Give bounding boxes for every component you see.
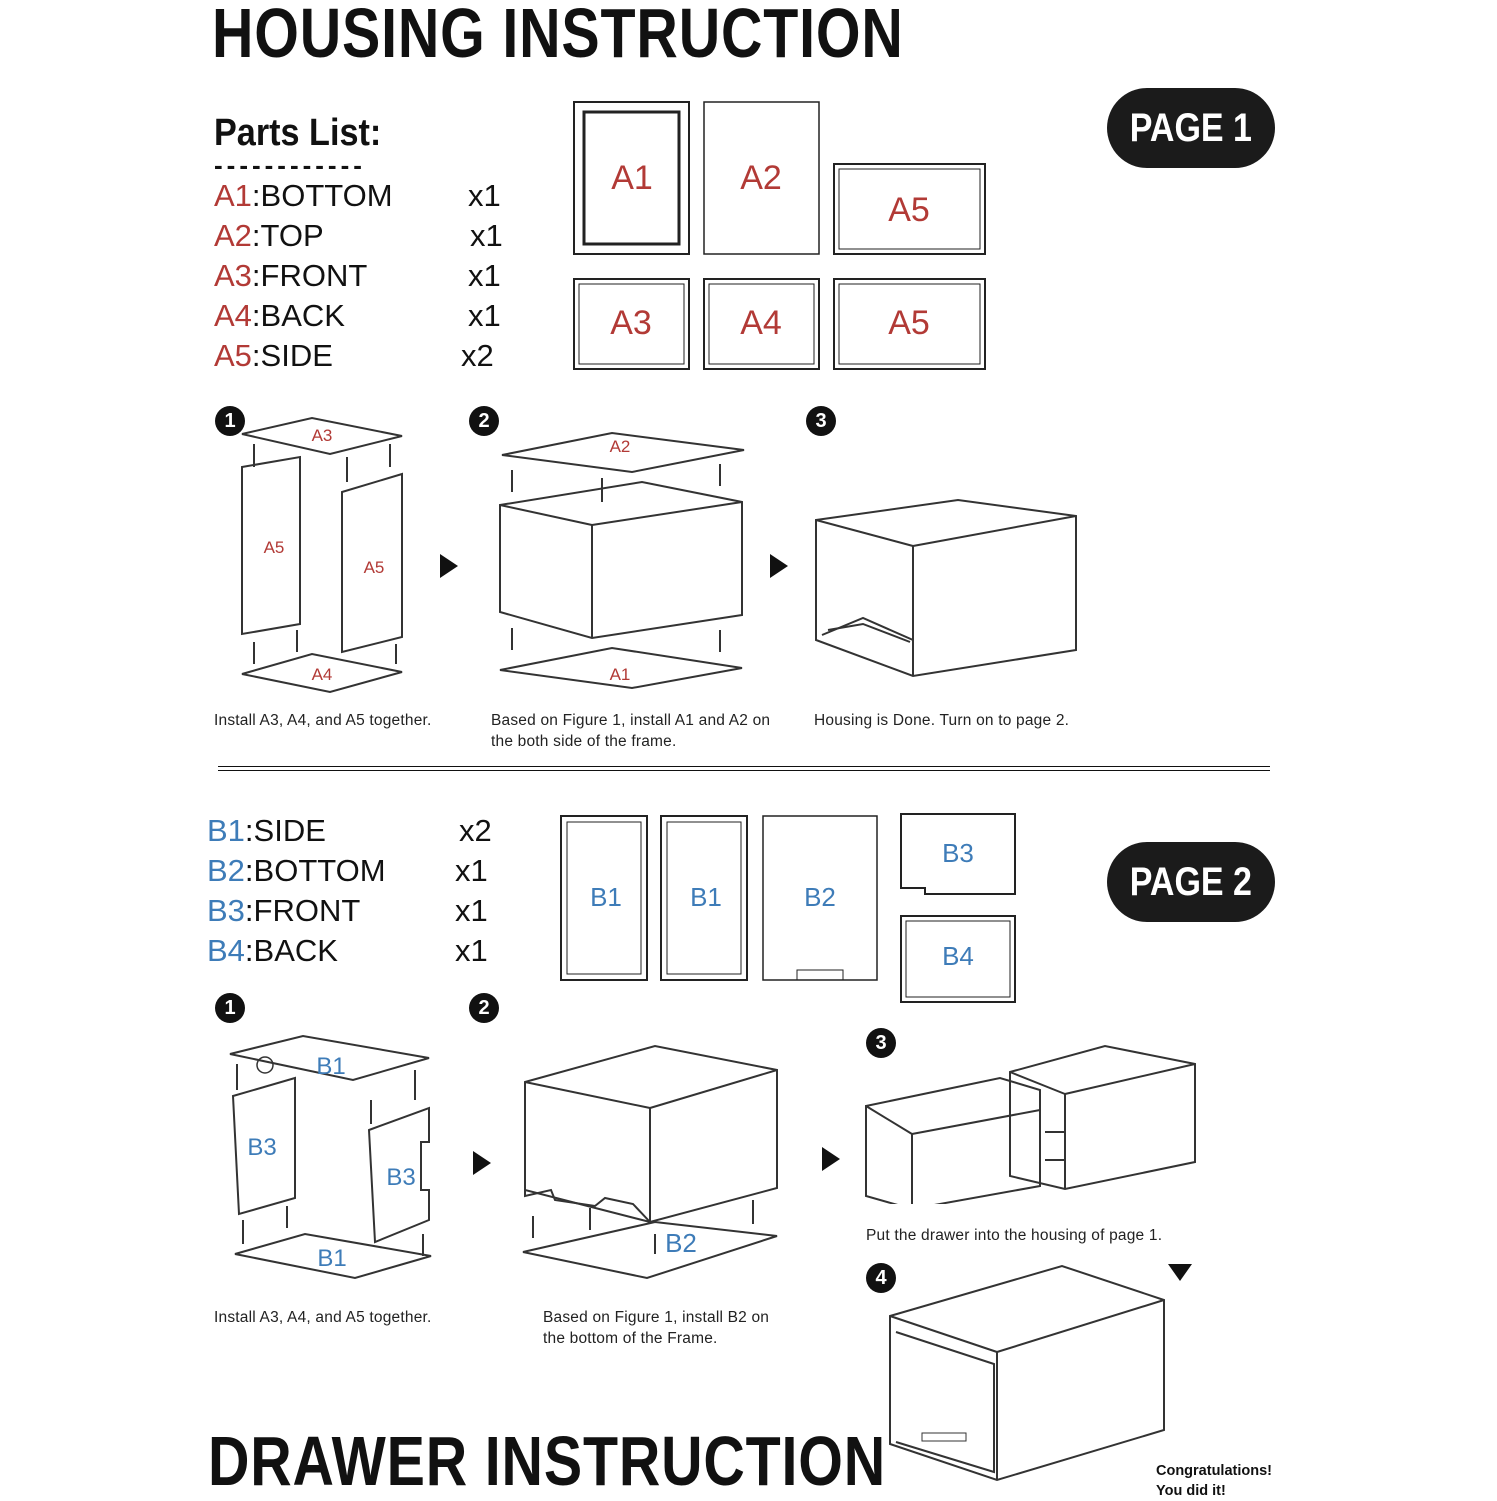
page2-badge [1107, 842, 1275, 922]
panel-label: B2 [804, 882, 836, 912]
diagram-label: A4 [311, 665, 333, 684]
diagram-label: B2 [665, 1228, 697, 1258]
part-row-b3 [207, 891, 507, 931]
part-code: B3 [207, 893, 245, 928]
panel-label: A2 [740, 159, 782, 197]
drawer-step3-caption: Put the drawer into the housing of page 1. [866, 1227, 1163, 1244]
parts-list-divider: ------------ [214, 150, 366, 180]
congrats-line2: You did it! [1156, 1483, 1226, 1499]
panel-label: B1 [690, 882, 722, 912]
drawer-step2-caption: Based on Figure 1, install B2 on the bottom of the Frame. [543, 1309, 770, 1347]
diagram-label: A2 [609, 437, 631, 456]
housing-step2-number: 2 [469, 406, 499, 436]
part-row-a4 [214, 296, 514, 336]
panel-label: A5 [888, 191, 930, 229]
part-qty: x1 [468, 258, 501, 293]
part-qty: x1 [468, 178, 501, 213]
housing-step2-diagram [492, 430, 754, 695]
part-code: B4 [207, 933, 245, 968]
panel-label: A4 [740, 304, 782, 342]
housing-step3-diagram [808, 490, 1084, 686]
part-qty: x1 [455, 893, 488, 928]
part-row-b4 [207, 931, 507, 971]
drawer-parts-list [207, 811, 507, 971]
diagram-label: B3 [247, 1134, 277, 1161]
drawer-panels-diagram [555, 808, 1025, 1008]
parts-list-heading: Parts List: [214, 112, 382, 154]
part-name: :BACK [251, 298, 345, 333]
part-qty: x1 [468, 298, 501, 333]
drawer-step3-number: 3 [866, 1028, 896, 1058]
part-code: A2 [214, 218, 252, 253]
panel-label: A5 [888, 304, 930, 342]
housing-box [816, 500, 1076, 676]
part-code: A3 [214, 258, 252, 293]
part-row-a5 [214, 336, 514, 376]
part-code: B2 [207, 853, 245, 888]
housing-parts-list [214, 176, 514, 376]
arrow-right-icon [473, 1151, 491, 1175]
part-name: :FRONT [251, 258, 368, 293]
diagram-label: B3 [386, 1164, 416, 1191]
diagram-label: B1 [316, 1053, 346, 1080]
congrats-line1: Congratulations! [1156, 1463, 1272, 1479]
part-code: A4 [214, 298, 252, 333]
part-row-a2 [214, 216, 514, 256]
page1-badge-label: PAGE 1 [1129, 106, 1253, 150]
diagram-label: A5 [363, 558, 385, 577]
arrow-right-icon [822, 1147, 840, 1171]
congrats-text [1156, 1461, 1316, 1501]
housing-box [1010, 1046, 1195, 1189]
drawer-step4-number: 4 [866, 1263, 896, 1293]
part-name: :SIDE [251, 338, 333, 373]
panel-label: B4 [942, 941, 974, 971]
drawer-title: DRAWER INSTRUCTION [208, 1422, 887, 1500]
housing-step1-caption: Install A3, A4, and A5 together. [214, 712, 432, 729]
part-qty: x1 [455, 933, 488, 968]
part-name: :BOTTOM [244, 853, 386, 888]
page1-badge [1107, 88, 1275, 168]
drawer-step1-number: 1 [215, 993, 245, 1023]
housing-step1-number: 1 [215, 406, 245, 436]
arrow-right-icon [770, 554, 788, 578]
part-code: A5 [214, 338, 252, 373]
drawer-box [866, 1078, 1040, 1204]
panel-label: B1 [590, 882, 622, 912]
housing-step1-diagram [232, 412, 422, 702]
part-row-b2 [207, 851, 507, 891]
part-name: :BACK [244, 933, 338, 968]
arrow-right-icon [440, 554, 458, 578]
part-code: A1 [214, 178, 252, 213]
drawer-step1-caption: Install A3, A4, and A5 together. [214, 1309, 432, 1326]
frame [500, 482, 742, 638]
piece-b2 [523, 1222, 777, 1278]
section-divider [218, 766, 1270, 771]
part-qty: x2 [461, 338, 494, 373]
part-name: :TOP [251, 218, 324, 253]
drawer-step3-diagram [860, 1034, 1205, 1204]
part-row-a3 [214, 256, 514, 296]
panel-label: A1 [611, 159, 653, 197]
page2-badge-label: PAGE 2 [1129, 860, 1253, 904]
part-name: :BOTTOM [251, 178, 393, 213]
drawer-step1-diagram [225, 1030, 437, 1285]
housing-panels-diagram [560, 92, 1000, 382]
housing-title: HOUSING INSTRUCTION [212, 0, 904, 72]
part-name: :FRONT [244, 893, 361, 928]
part-qty: x1 [455, 853, 488, 888]
diagram-label: A5 [263, 538, 285, 557]
diagram-label: A3 [311, 426, 333, 445]
housing-step3-number: 3 [806, 406, 836, 436]
diagram-label: B1 [317, 1245, 347, 1272]
part-qty: x1 [470, 218, 503, 253]
drawer-step2-number: 2 [469, 993, 499, 1023]
finished-box [890, 1266, 1164, 1480]
diagram-label: A1 [609, 665, 631, 684]
panel-label: A3 [610, 304, 652, 342]
drawer-step4-diagram [882, 1258, 1172, 1488]
part-qty: x2 [459, 813, 492, 848]
part-code: B1 [207, 813, 245, 848]
part-row-a1 [214, 176, 514, 216]
part-name: :SIDE [244, 813, 326, 848]
housing-step3-caption: Housing is Done. Turn on to page 2. [814, 712, 1070, 729]
panel-label: B3 [942, 838, 974, 868]
housing-step2-caption: Based on Figure 1, install A1 and A2 on the both side of the frame. [491, 712, 771, 750]
part-row-b1 [207, 811, 507, 851]
drawer-step2-diagram [515, 1040, 785, 1285]
